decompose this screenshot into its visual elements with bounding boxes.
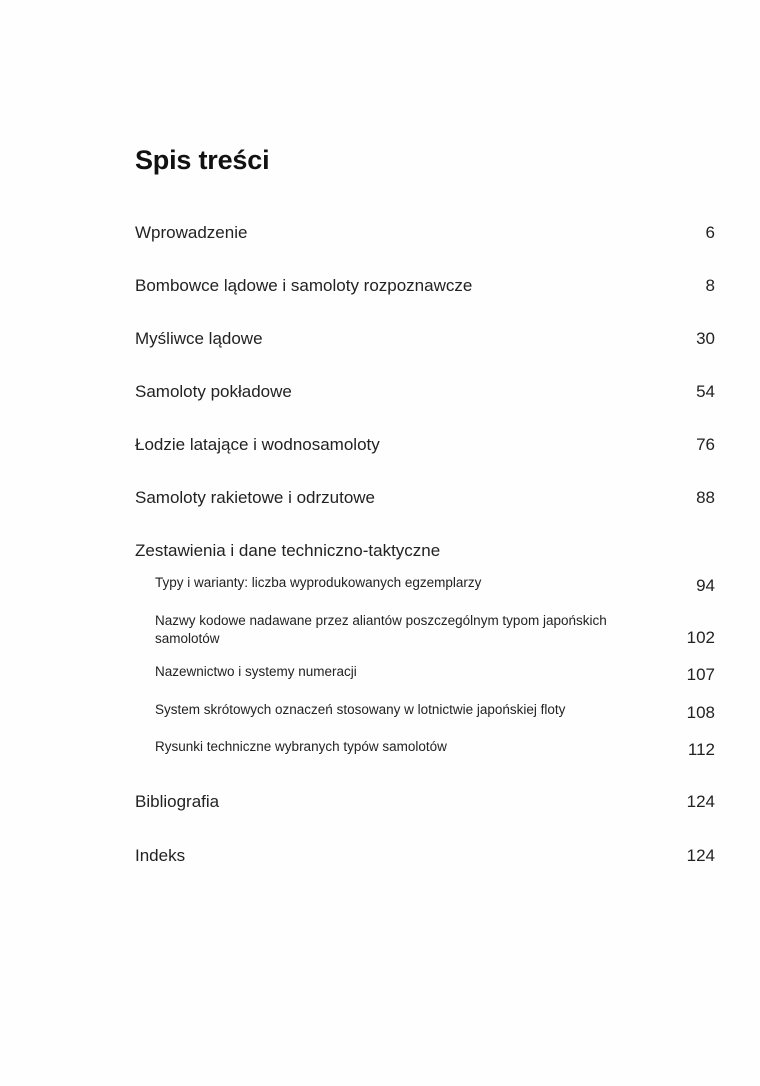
toc-entry-page: 30 [696, 328, 715, 348]
toc-entry-page: 124 [686, 792, 715, 812]
toc-entry-page: 54 [696, 381, 715, 401]
toc-entry-label: Bibliografia [135, 792, 220, 812]
toc-entry[interactable] [135, 222, 715, 244]
toc-entry-label: Bombowce lądowe i samoloty rozpoznawcze [135, 275, 473, 295]
toc-subentry-page: 107 [686, 665, 715, 685]
toc-subentry-label: System skrótowych oznaczeń stosowany w lotnictwie japońskiej floty [155, 701, 566, 717]
toc-entry[interactable] [135, 328, 715, 350]
toc-subentry-label: Rysunki techniczne wybranych typów samolotów [155, 738, 447, 754]
toc-entry[interactable] [135, 381, 715, 403]
toc-subentry-label: Nazewnictwo i systemy numeracji [155, 664, 357, 680]
toc-entry[interactable] [135, 487, 715, 509]
toc-entry-label: Myśliwce lądowe [135, 328, 263, 348]
toc-entry-label: Indeks [135, 845, 186, 865]
toc-subentry-label: Nazwy kodowe nadawane przez aliantów poszczególnym typom japońskich samolotów [155, 612, 607, 647]
toc-section-label: Zestawienia i dane techniczno-taktyczne [135, 541, 441, 561]
toc-entry-label: Wprowadzenie [135, 222, 248, 242]
toc-sublist [135, 574, 715, 761]
toc-entry-page: 8 [705, 275, 715, 295]
toc-entry-page: 124 [686, 845, 715, 865]
toc-subentry-page: 112 [687, 739, 715, 759]
toc-subentry[interactable] [155, 663, 715, 686]
toc-subentry-page: 94 [696, 576, 715, 596]
page-title: Spis treści [135, 145, 270, 175]
toc-subentry-page: 108 [686, 702, 715, 722]
toc-entry-label: Łodzie latające i wodnosamoloty [135, 435, 380, 455]
toc-subentry-label: Typy i warianty: liczba wyprodukowanych egzemplarzy [155, 575, 482, 591]
toc-entry-label: Samoloty rakietowe i odrzutowe [135, 488, 376, 508]
toc-subentry-page: 102 [686, 627, 715, 647]
toc-entry[interactable] [135, 845, 715, 867]
toc-section-header[interactable] [135, 540, 715, 562]
table-of-contents [135, 146, 715, 867]
toc-subentry[interactable] [155, 612, 715, 649]
toc-entry-label: Samoloty pokładowe [135, 381, 292, 401]
toc-entry-page: 6 [705, 222, 715, 242]
toc-entry-page: 88 [696, 488, 715, 508]
toc-subentry[interactable] [155, 738, 715, 761]
toc-entry[interactable] [135, 434, 715, 456]
toc-subentry[interactable] [155, 574, 715, 597]
toc-subentry[interactable] [155, 701, 715, 724]
toc-entry[interactable] [135, 791, 715, 813]
toc-entry-page: 76 [696, 435, 715, 455]
toc-entry[interactable] [135, 275, 715, 297]
